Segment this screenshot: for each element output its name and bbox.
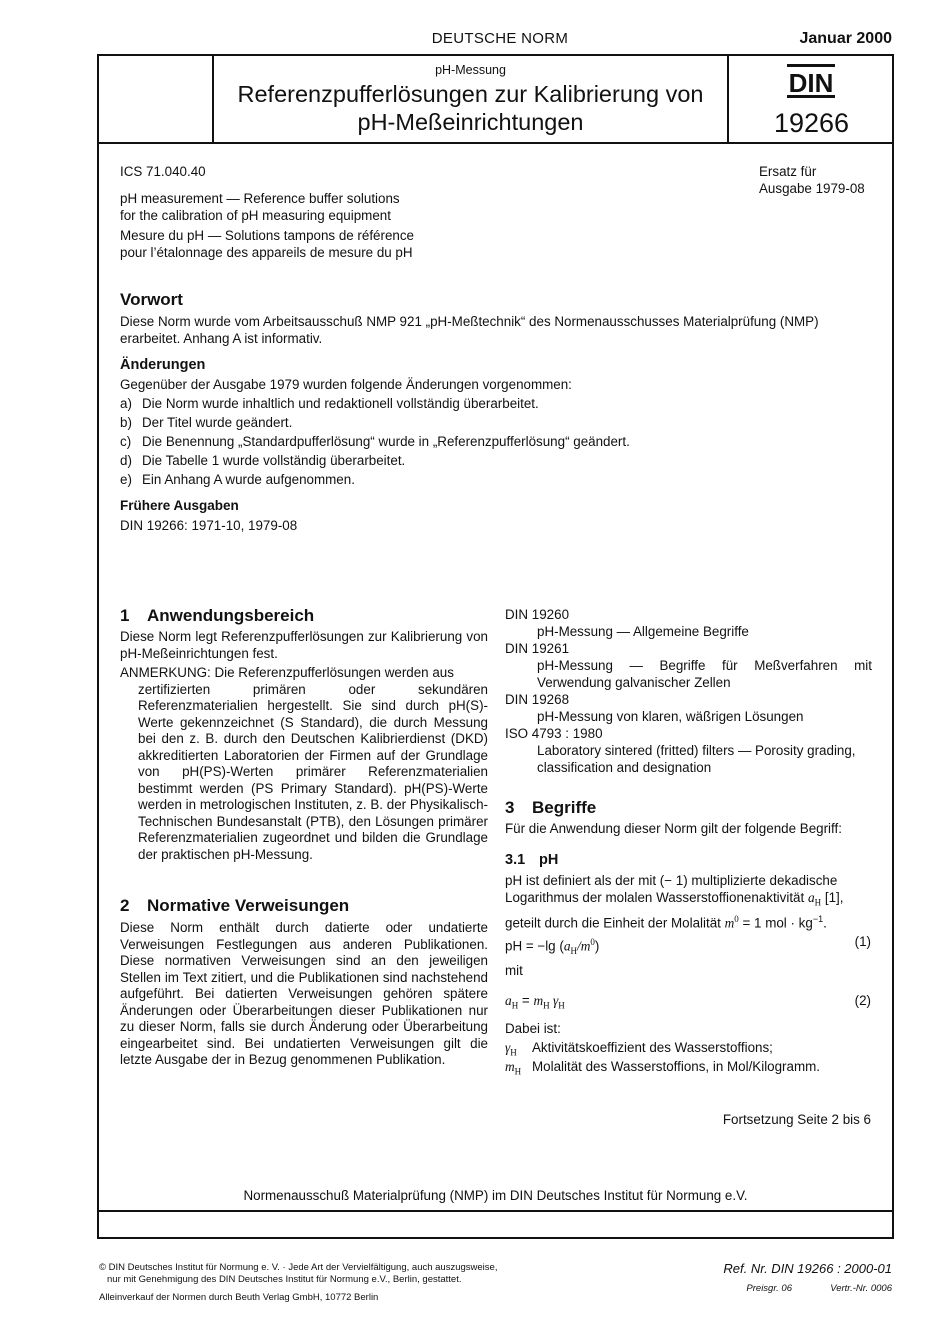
change-item-text: Die Tabelle 1 wurde vollständig überarbeitet. — [142, 453, 406, 468]
eq-superscript: 0 — [590, 937, 595, 947]
eq-text: = — [518, 993, 534, 1008]
reference-title: Laboratory sintered (fritted) filters — Porosity grading, classification and designation — [537, 743, 856, 775]
equation-2-expression — [505, 993, 565, 1014]
normative-references-list — [505, 606, 872, 776]
change-item — [120, 415, 880, 434]
frame-separator — [97, 1210, 894, 1212]
french-title-line: Mesure du pH — Solutions tampons de référence — [120, 228, 415, 243]
definition-text: geteilt durch die Einheit der Molalität — [505, 915, 725, 931]
reference-title: pH-Messung von klaren, wäßrigen Lösungen — [537, 709, 804, 724]
english-title-line: pH measurement — Reference buffer solutions — [120, 191, 400, 206]
foreword-line: erarbeitet. Anhang A ist informativ. — [120, 330, 323, 346]
change-item-text: Ein Anhang A wurde aufgenommen. — [142, 472, 355, 487]
distribution-number: Vertr.-Nr. 0006 — [830, 1283, 892, 1294]
french-title-line: pour l’étalonnage des appareils de mesure du pH — [120, 244, 413, 260]
document-subtitle: pH-Messung — [435, 63, 506, 77]
equation-1-number: (1) — [854, 934, 871, 949]
document-type: DEUTSCHE NORM — [431, 30, 569, 47]
molality-subscript: H — [514, 1066, 522, 1077]
section-2-text: Diese Norm enthält durch datierte oder undatierte Verweisungen Festlegungen aus anderen Publikationen. Diese normativen Verweisungen sind an den jeweiligen Stellen im Text zitiert, und die Publikationen sind nachstehend aufgeführt. Bei datierten Verweisungen gehören spätere Änderungen oder Überarbeitungen dieser Publikationen nur zu dieser Norm, falls sie durch Änderung oder Überarbeitung eingearbeitet sind. Bei undatierten Verweisungen gilt die letzte Ausgabe der in Bezug genommenen Publikation. — [120, 920, 488, 1067]
change-item-label: c) — [120, 434, 132, 449]
section-2-heading — [120, 896, 349, 916]
price-group: Preisgr. 06 — [746, 1283, 792, 1294]
change-item-label: a) — [120, 396, 132, 411]
note-body: zertifizierten primären oder sekundären Referenzmaterialien hergestellt. Sie sind durch pH(S)-Werte gekennzeichnet (S Standard), die durch Messung bei den z. B. durch den Deutschen Kalibrierdienst (DKD) akkreditierten Laboratorien der Firmen auf der Grundlage von pH(PS)-Werten primärer Referenzmaterialien bestimmt werden (PS Primary Standard). pH(PS)-Werte werden in metrologischen Instituten, z. B. der Physikalisch-Technischen Bundesanstalt (PTB), den Lösungen primärer Referenzmaterialien zugeordnet und bilden die Grundlage der praktischen pH-Messung. — [138, 681, 488, 862]
continuation-note: Fortsetzung Seite 2 bis 6 — [722, 1112, 871, 1127]
reference-code: ISO 4793 : 1980 — [505, 726, 603, 741]
changes-list — [120, 396, 880, 491]
mit-label: mit — [505, 963, 523, 978]
subsection-3-1-heading — [505, 852, 558, 869]
symbol-definition-gamma — [505, 1040, 773, 1061]
eq-text: pH = −lg ( — [505, 938, 564, 954]
previous-editions-text: DIN 19266: 1971-10, 1979-08 — [120, 518, 298, 533]
activity-symbol: a — [807, 889, 815, 905]
definition-text: . — [823, 915, 827, 931]
change-item — [120, 453, 880, 472]
section-number: 3 — [505, 798, 515, 817]
foreword-line: Diese Norm wurde vom Arbeitsausschuß NMP 921 „pH-Meßtechnik“ des Normenausschusses Materialprüfung (NMP) — [120, 314, 819, 329]
reference-number: Ref. Nr. DIN 19266 : 2000-01 — [723, 1261, 892, 1276]
section-1-text: Diese Norm legt Referenzpufferlösungen zur Kalibrierung von pH-Meßeinrichtungen fest. — [120, 629, 488, 661]
title-line: Referenzpufferlösungen zur Kalibrierung von — [237, 81, 704, 107]
change-item — [120, 472, 880, 491]
section-1-note — [120, 665, 488, 863]
symbol-definition-m — [505, 1059, 820, 1080]
title-block — [97, 54, 894, 144]
replacement-label: Ersatz für — [759, 164, 817, 179]
change-item-label: b) — [120, 415, 132, 430]
section-1-heading — [120, 606, 314, 626]
section-number: 2 — [120, 896, 130, 915]
eq-text: ) — [594, 938, 600, 954]
definition-text: Logarithmus der molalen Wasserstoffionenaktivität — [505, 889, 808, 905]
foreword-text — [120, 314, 880, 347]
equation-1 — [505, 934, 871, 960]
equation-2 — [505, 993, 871, 1014]
subsection-title: pH — [539, 852, 559, 868]
replacement-note — [759, 164, 865, 197]
activity-subscript: H — [814, 897, 822, 908]
ics-code: ICS 71.040.40 — [120, 164, 206, 179]
reference-title: pH-Messung — Allgemeine Begriffe — [537, 624, 749, 639]
definition-line — [505, 890, 872, 911]
gamma-symbol: γ — [505, 1040, 511, 1055]
change-item — [120, 396, 880, 415]
unit-exponent: −1 — [812, 913, 824, 924]
symbol-definition-text: Aktivitätskoeffizient des Wasserstoffions; — [532, 1040, 773, 1055]
change-item-label: d) — [120, 453, 132, 468]
eq-subscript: H — [543, 1000, 550, 1011]
english-title-line: for the calibration of pH measuring equipment — [120, 207, 391, 223]
reference-code: DIN 19261 — [505, 641, 570, 656]
equation-2-number: (2) — [854, 993, 871, 1008]
note-first-line: ANMERKUNG: Die Referenzpufferlösungen werden aus — [120, 665, 454, 680]
section-title: Normative Verweisungen — [147, 896, 350, 915]
definition-line: pH ist definiert als der mit (− 1) multiplizierte dekadische — [505, 873, 838, 888]
symbol-definition-text: Molalität des Wasserstoffions, in Mol/Kilogramm. — [532, 1059, 820, 1074]
eq-symbol: γ — [549, 993, 559, 1008]
eq-symbol: a — [505, 993, 512, 1008]
french-title — [120, 228, 414, 261]
dabei-label: Dabei ist: — [505, 1021, 561, 1036]
change-item-text: Der Titel wurde geändert. — [142, 415, 293, 430]
english-title — [120, 191, 400, 224]
change-item-label: e) — [120, 472, 132, 487]
copyright-line: © DIN Deutsches Institut für Normung e. V. · Jede Art der Vervielfältigung, auch auszugsweise, — [99, 1262, 498, 1273]
gamma-subscript: H — [510, 1047, 517, 1058]
document-title — [214, 80, 727, 136]
section-title: Begriffe — [532, 798, 597, 817]
changes-intro: Gegenüber der Ausgabe 1979 wurden folgende Änderungen vorgenommen: — [120, 377, 572, 392]
change-item-text: Die Norm wurde inhaltlich und redaktionell vollständig überarbeitet. — [142, 396, 539, 411]
reference-code: DIN 19260 — [505, 607, 570, 622]
definition-text: = 1 mol · kg — [738, 915, 813, 931]
definition-line — [505, 911, 872, 932]
molality-symbol: m — [724, 915, 735, 931]
replacement-edition: Ausgabe 1979-08 — [759, 180, 865, 196]
ph-definition — [505, 873, 872, 932]
eq-symbol: m — [533, 993, 544, 1008]
eq-symbol: /m — [577, 938, 591, 954]
molality-symbol: m — [505, 1059, 515, 1074]
reference-code: DIN 19268 — [505, 692, 570, 707]
issue-date: Januar 2000 — [799, 30, 892, 47]
foreword-heading: Vorwort — [120, 290, 183, 309]
copyright-notice — [99, 1262, 497, 1285]
din-logo — [787, 64, 835, 98]
eq-subscript: H — [570, 946, 578, 957]
changes-heading: Änderungen — [120, 357, 206, 373]
subsection-number: 3.1 — [505, 852, 526, 868]
din-number: 19266 — [773, 108, 850, 138]
reference-title: pH-Messung — Begriffe für Meßverfahren mit Verwendung galvanischer Zellen — [537, 658, 872, 690]
section-3-intro: Für die Anwendung dieser Norm gilt der folgende Begriff: — [505, 821, 842, 836]
section-title: Anwendungsbereich — [147, 606, 315, 625]
sales-notice: Alleinverkauf der Normen durch Beuth Verlag GmbH, 10772 Berlin — [99, 1292, 379, 1303]
copyright-line: nur mit Genehmigung des DIN Deutsches Institut für Normung e.V., Berlin, gestattet. — [107, 1273, 462, 1285]
citation: [1], — [821, 889, 844, 905]
change-item-text: Die Benennung „Standardpufferlösung“ wurde in „Referenzpufferlösung“ geändert. — [142, 434, 630, 449]
section-number: 1 — [120, 606, 130, 625]
eq-subscript: H — [511, 1000, 519, 1011]
committee-line: Normenausschuß Materialprüfung (NMP) im DIN Deutsches Institut für Normung e.V. — [243, 1188, 748, 1203]
previous-editions-heading: Frühere Ausgaben — [120, 498, 239, 513]
molality-superscript: 0 — [734, 913, 739, 924]
din-logo-text: DIN — [788, 68, 834, 98]
equation-1-expression — [505, 934, 599, 960]
eq-subscript: H — [558, 1000, 565, 1011]
eq-symbol: a — [563, 938, 571, 954]
title-line: pH-Meßeinrichtungen — [357, 109, 584, 135]
change-item — [120, 434, 880, 453]
section-3-heading — [505, 798, 596, 818]
